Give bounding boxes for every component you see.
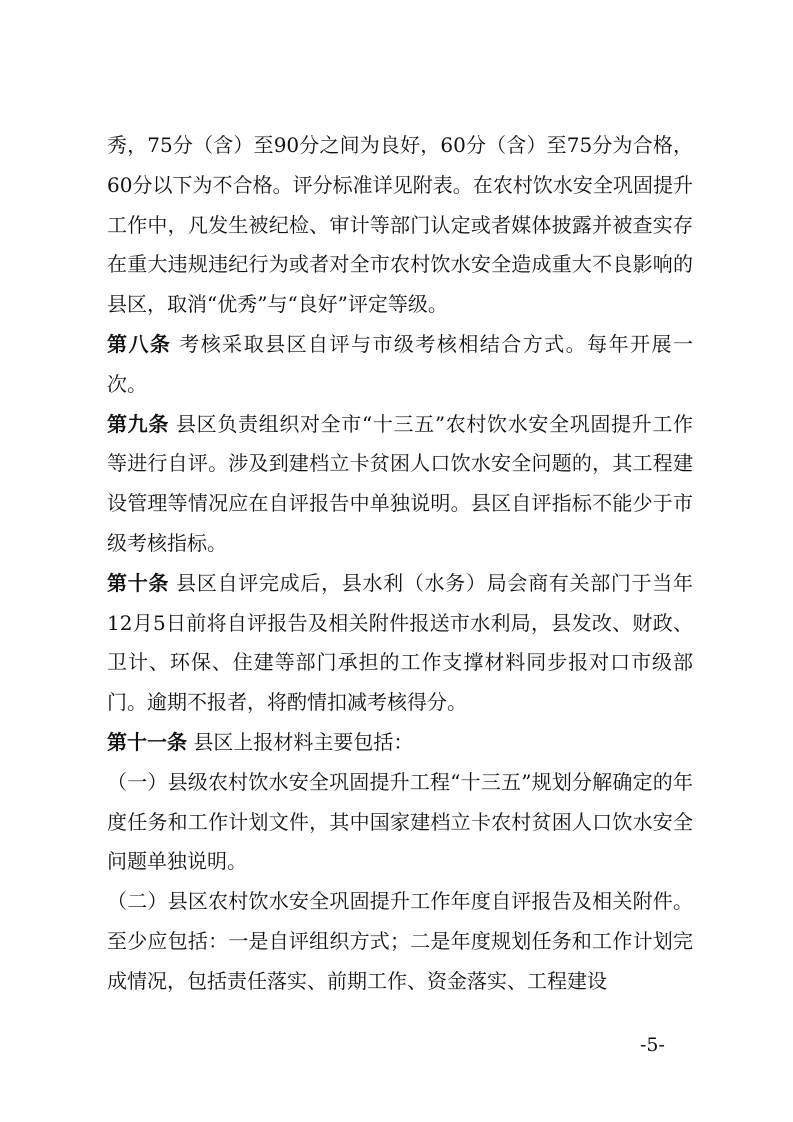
list-item-text: （二）县区农村饮水安全巩固提升工作年度自评报告及相关附件。至少应包括：一是自评组织方式；二是年度规划任务和工作计划完成情况，包括责任落实、前期工作、资金落实、工程建设	[107, 889, 693, 993]
article-text: 县区自评完成后，县水利（水务）局会商有关部门于当年12月5日前将自评报告及相关附件报送市水利局，县发改、财政、卫计、环保、住建等部门承担的工作支撑材料同步报对口市级部门。逾期不报者，将酌情扣减考核得分。	[107, 570, 694, 715]
article-8	[107, 325, 693, 405]
paragraph-text: 秀，75分（含）至90分之间为良好，60分（含）至75分为合格，60分以下为不合格。评分标准详见附表。在农村饮水安全巩固提升工作中，凡发生被纪检、审计等部门认定或者媒体披露并被查实存在重大违规违纪行为或者对全市农村饮水安全造成重大不良影响的县区，取消“优秀”与“良好”评定等级。	[107, 133, 693, 317]
article-heading: 第九条	[107, 411, 169, 436]
page-number: -5-	[640, 1034, 665, 1056]
document-body	[107, 126, 693, 1002]
article-text: 考核采取县区自评与市级考核相结合方式。每年开展一次。	[107, 331, 693, 396]
list-item-2	[107, 882, 693, 1001]
article-10	[107, 564, 693, 723]
article-11	[107, 723, 693, 763]
article-heading: 第十一条	[107, 729, 187, 754]
list-item-1	[107, 763, 693, 882]
paragraph-grading-continued	[107, 126, 693, 325]
article-text: 县区上报材料主要包括：	[187, 729, 414, 754]
article-heading: 第十条	[107, 570, 170, 595]
article-text: 县区负责组织对全市“十三五”农村饮水安全巩固提升工作等进行自评。涉及到建档立卡贫困人口饮水安全问题的，其工程建设管理等情况应在自评报告中单独说明。县区自评指标不能少于市级考核指标。	[107, 411, 694, 555]
list-item-text: （一）县级农村饮水安全巩固提升工程“十三五”规划分解确定的年度任务和工作计划文件，其中国家建档立卡农村贫困人口饮水安全问题单独说明。	[107, 769, 693, 874]
article-heading: 第八条	[107, 331, 172, 356]
article-9	[107, 405, 693, 564]
